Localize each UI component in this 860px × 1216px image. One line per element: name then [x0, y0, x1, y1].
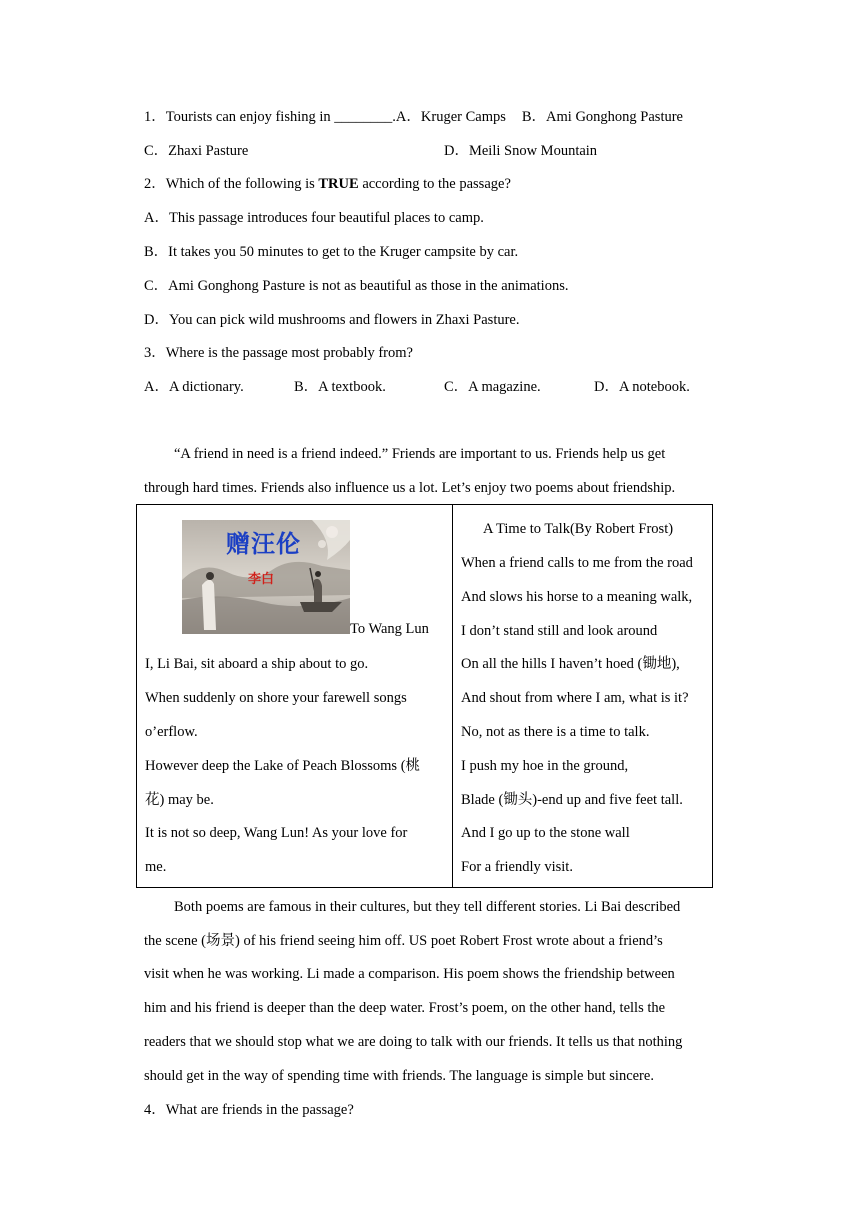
- q3-option-d: D．A notebook.: [594, 379, 690, 395]
- poem-right-line-3: I don’t stand still and look around: [461, 623, 658, 639]
- poem-left-title: To Wang Lun: [350, 621, 429, 637]
- poem-table: [136, 504, 713, 888]
- table-divider: [452, 505, 453, 887]
- q1-stem-row: [144, 107, 683, 127]
- poem-right-line-7: I push my hoe in the ground,: [461, 758, 629, 774]
- poem-right-line-1: When a friend calls to me from the road: [461, 555, 693, 571]
- poem-right-line-8: Blade (锄头)-end up and five feet tall.: [461, 792, 683, 808]
- poem-left-line-1: I, Li Bai, sit aboard a ship about to go.: [145, 656, 369, 672]
- passage-line-6: should get in the way of spending time with friends. The language is simple but sincere.: [144, 1068, 654, 1084]
- poem-left-line-7: me.: [145, 859, 167, 875]
- q1-option-d: D．Meili Snow Mountain: [444, 143, 598, 159]
- poem-right-line-6: No, not as there is a time to talk.: [461, 724, 650, 740]
- q2-stem: 2．Which of the following is TRUE according to the passage?: [144, 176, 511, 192]
- q2-option-a: A．This passage introduces four beautiful places to camp.: [144, 210, 484, 226]
- poem-left-line-3: o’erflow.: [145, 724, 198, 740]
- passage-line-1: Both poems are famous in their cultures, but they tell different stories. Li Bai described: [174, 899, 681, 915]
- image-title: 赠汪伦: [226, 530, 301, 558]
- q3-option-a: A．A dictionary.: [144, 379, 244, 395]
- poem-right-line-10: For a friendly visit.: [461, 859, 573, 875]
- q1-option-a: A．Kruger Camps: [395, 109, 506, 125]
- q4-stem: 4．What are friends in the passage?: [144, 1102, 354, 1118]
- q1-option-c: C．Zhaxi Pasture: [144, 143, 249, 159]
- passage-line-2: the scene (场景) of his friend seeing him off. US poet Robert Frost wrote about a friend’s: [144, 933, 663, 949]
- poem-left-line-4: However deep the Lake of Peach Blossoms (桃: [145, 758, 421, 774]
- intro-line-2: through hard times. Friends also influence us a lot. Let’s enjoy two poems about friendship.: [144, 480, 676, 496]
- poem-illustration: [182, 520, 350, 634]
- poem-right-line-5: And shout from where I am, what is it?: [461, 690, 689, 706]
- passage-line-5: readers that we should stop what we are doing to talk with our friends. It tells us that nothing: [144, 1034, 683, 1050]
- q1-stem: 1．Tourists can enjoy fishing in ________.: [144, 109, 396, 125]
- poem-left-line-5: 花) may be.: [145, 792, 214, 808]
- intro-line-1: “A friend in need is a friend indeed.” Friends are important to us. Friends help us get: [174, 446, 666, 462]
- q3-option-b: B．A textbook.: [294, 379, 386, 395]
- passage-line-4: him and his friend is deeper than the deep water. Frost’s poem, on the other hand, tells the: [144, 1000, 666, 1016]
- poem-left-line-2: When suddenly on shore your farewell songs: [145, 690, 407, 706]
- passage-line-3: visit when he was working. Li made a comparison. His poem shows the friendship between: [144, 966, 675, 982]
- q3-option-c: C．A magazine.: [444, 379, 541, 395]
- poem-left-line-6: It is not so deep, Wang Lun! As your love for: [145, 825, 408, 841]
- q3-stem: 3．Where is the passage most probably from?: [144, 345, 413, 361]
- poem-right-line-4: On all the hills I haven’t hoed (锄地),: [461, 656, 680, 672]
- poem-right-line-2: And slows his horse to a meaning walk,: [461, 589, 693, 605]
- q2-option-b: B．It takes you 50 minutes to get to the Kruger campsite by car.: [144, 244, 519, 260]
- poem-right-title: A Time to Talk(By Robert Frost): [483, 521, 674, 537]
- q1-option-b: B．Ami Gonghong Pasture: [521, 109, 683, 125]
- q2-option-c: C．Ami Gonghong Pasture is not as beautiful as those in the animations.: [144, 278, 569, 294]
- q2-stem-emphasis: TRUE: [318, 176, 359, 192]
- image-author: 李白: [248, 572, 275, 587]
- poem-right-line-9: And I go up to the stone wall: [461, 825, 630, 841]
- q2-option-d: D．You can pick wild mushrooms and flowers in Zhaxi Pasture.: [144, 312, 520, 328]
